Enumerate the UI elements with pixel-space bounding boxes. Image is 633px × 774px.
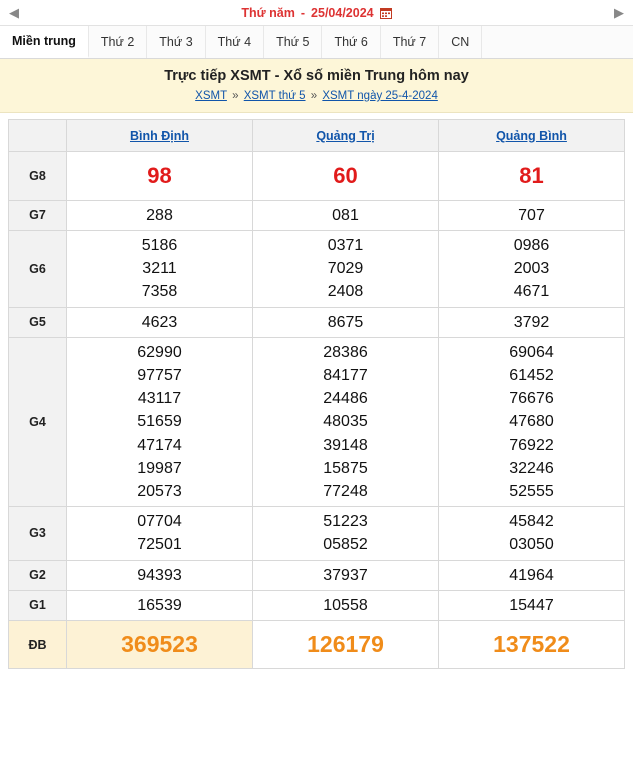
prize-number: 76922 [509, 436, 554, 454]
prize-number: 0986 [513, 237, 550, 255]
prize-label: ĐB [9, 620, 67, 668]
prize-numbers-cell [67, 231, 253, 308]
prize-number: 2003 [513, 260, 550, 278]
table-body [9, 152, 625, 669]
tab-thứ-2[interactable]: Thứ 2 [89, 26, 147, 58]
prize-numbers-cell [439, 200, 625, 230]
chevron-right-icon[interactable]: ▶ [613, 5, 624, 20]
prize-numbers-cell [67, 507, 253, 560]
prize-number: 16539 [137, 596, 182, 614]
prize-numbers-cell [439, 620, 625, 668]
prize-number: 3211 [142, 260, 177, 278]
prize-numbers-cell [439, 307, 625, 337]
breadcrumb-link[interactable]: XSMT thứ 5 [243, 90, 306, 102]
table-header-row [9, 120, 625, 152]
tab-cn[interactable]: CN [439, 26, 482, 58]
prize-number: 707 [518, 206, 545, 224]
prize-label: G7 [9, 200, 67, 230]
prize-number: 10558 [323, 596, 368, 614]
prize-numbers-cell [253, 590, 439, 620]
prize-number: 5186 [141, 237, 178, 255]
prize-numbers-cell [253, 307, 439, 337]
breadcrumb-link[interactable]: XSMT ngày 25-4-2024 [322, 90, 438, 102]
table-row [9, 560, 625, 590]
prize-number: 61452 [509, 367, 554, 385]
prize-number: 137522 [493, 630, 570, 657]
tab-thứ-6[interactable]: Thứ 6 [322, 26, 380, 58]
table-row [9, 337, 625, 506]
prize-number: 7029 [327, 260, 364, 278]
prize-numbers-cell [67, 307, 253, 337]
lottery-results-table [8, 119, 625, 669]
prize-numbers-cell [439, 231, 625, 308]
province-link[interactable]: Quảng Bình [496, 128, 567, 143]
prize-number: 45842 [509, 513, 554, 531]
page-title: Trực tiếp XSMT - Xổ số miền Trung hôm nay [164, 68, 469, 84]
prize-numbers-cell [439, 337, 625, 506]
tab-thứ-4[interactable]: Thứ 4 [206, 26, 264, 58]
table-head [9, 120, 625, 152]
date-display [241, 6, 391, 20]
prize-number: 69064 [509, 343, 554, 361]
breadcrumb-separator: » [310, 90, 318, 102]
prize-number: 98 [147, 163, 172, 188]
prize-numbers-cell [67, 152, 253, 201]
prize-label: G2 [9, 560, 67, 590]
prize-numbers-cell [67, 620, 253, 668]
prize-number: 72501 [137, 536, 182, 554]
prize-numbers-cell [67, 560, 253, 590]
column-header-province [253, 120, 439, 152]
prize-number: 07704 [137, 513, 182, 531]
column-header-province [439, 120, 625, 152]
page-title-block [0, 59, 633, 113]
table-row [9, 620, 625, 668]
column-header-prize [9, 120, 67, 152]
calendar-icon[interactable] [380, 7, 392, 19]
prize-number: 48035 [323, 413, 368, 431]
prize-number: 77248 [323, 482, 368, 500]
table-row [9, 507, 625, 560]
prize-number: 60 [333, 163, 358, 188]
prize-label: G8 [9, 152, 67, 201]
prize-number: 81 [519, 163, 544, 188]
prize-label: G1 [9, 590, 67, 620]
prize-numbers-cell [253, 507, 439, 560]
tab-thứ-3[interactable]: Thứ 3 [147, 26, 205, 58]
prize-number: 05852 [323, 536, 368, 554]
prize-numbers-cell [253, 620, 439, 668]
table-row [9, 231, 625, 308]
prize-label: G6 [9, 231, 67, 308]
prize-number: 2408 [327, 283, 364, 301]
prize-number: 3792 [513, 313, 550, 331]
prize-number: 4623 [141, 313, 178, 331]
prize-number: 32246 [509, 459, 554, 477]
table-row [9, 152, 625, 201]
prize-label: G3 [9, 507, 67, 560]
prize-number: 76676 [509, 390, 554, 408]
column-header-province [67, 120, 253, 152]
date-separator: - [300, 5, 306, 20]
prize-number: 8675 [327, 313, 364, 331]
prize-number: 47174 [137, 436, 182, 454]
table-row [9, 307, 625, 337]
prize-number: 43117 [137, 390, 182, 408]
tab-thứ-7[interactable]: Thứ 7 [381, 26, 439, 58]
province-link[interactable]: Quảng Trị [316, 128, 375, 143]
prize-number: 15447 [509, 596, 554, 614]
region-day-tabs [0, 26, 633, 59]
breadcrumb-separator: » [232, 90, 239, 102]
prize-numbers-cell [439, 507, 625, 560]
prize-number: 081 [332, 206, 359, 224]
prize-number: 47680 [509, 413, 554, 431]
province-link[interactable]: Bình Định [129, 128, 189, 143]
prize-numbers-cell [439, 560, 625, 590]
prize-number: 4671 [513, 283, 550, 301]
prize-label: G4 [9, 337, 67, 506]
prize-number: 84177 [323, 367, 368, 385]
prize-number: 0371 [327, 237, 364, 255]
prize-number: 20573 [137, 482, 182, 500]
prize-number: 369523 [121, 630, 198, 657]
tab-thứ-5[interactable]: Thứ 5 [264, 26, 322, 58]
prize-number: 94393 [137, 566, 182, 584]
table-row [9, 590, 625, 620]
prize-numbers-cell [67, 200, 253, 230]
prize-number: 51223 [323, 513, 368, 531]
chevron-left-icon[interactable]: ◀ [9, 5, 19, 20]
prize-numbers-cell [253, 231, 439, 308]
prize-number: 03050 [509, 536, 554, 554]
prize-number: 19987 [137, 459, 182, 477]
prize-numbers-cell [253, 200, 439, 230]
breadcrumb [4, 90, 629, 102]
prize-number: 24486 [323, 390, 368, 408]
weekday-label: Thứ năm [241, 5, 295, 20]
tab-miền-trung[interactable]: Miền trung [0, 26, 89, 58]
date-value[interactable]: 25/04/2024 [311, 5, 374, 20]
prize-number: 97757 [137, 367, 182, 385]
prize-numbers-cell [253, 337, 439, 506]
prize-number: 126179 [307, 630, 384, 657]
prize-number: 62990 [137, 343, 182, 361]
date-navigation-bar [0, 0, 633, 26]
results-table-container [0, 113, 633, 774]
prize-numbers-cell [439, 152, 625, 201]
prize-numbers-cell [253, 152, 439, 201]
prize-numbers-cell [67, 337, 253, 506]
prize-number: 39148 [323, 436, 368, 454]
prize-number: 41964 [509, 566, 554, 584]
prize-numbers-cell [439, 590, 625, 620]
prize-number: 37937 [323, 566, 368, 584]
prize-label: G5 [9, 307, 67, 337]
breadcrumb-link[interactable]: XSMT [195, 90, 227, 102]
prize-numbers-cell [253, 560, 439, 590]
prize-number: 52555 [509, 482, 554, 500]
prize-number: 7358 [141, 283, 178, 301]
prize-number: 15875 [323, 459, 368, 477]
prize-number: 28386 [323, 343, 368, 361]
prize-numbers-cell [67, 590, 253, 620]
prize-number: 288 [146, 206, 173, 224]
table-row [9, 200, 625, 230]
prize-number: 51659 [137, 413, 182, 431]
